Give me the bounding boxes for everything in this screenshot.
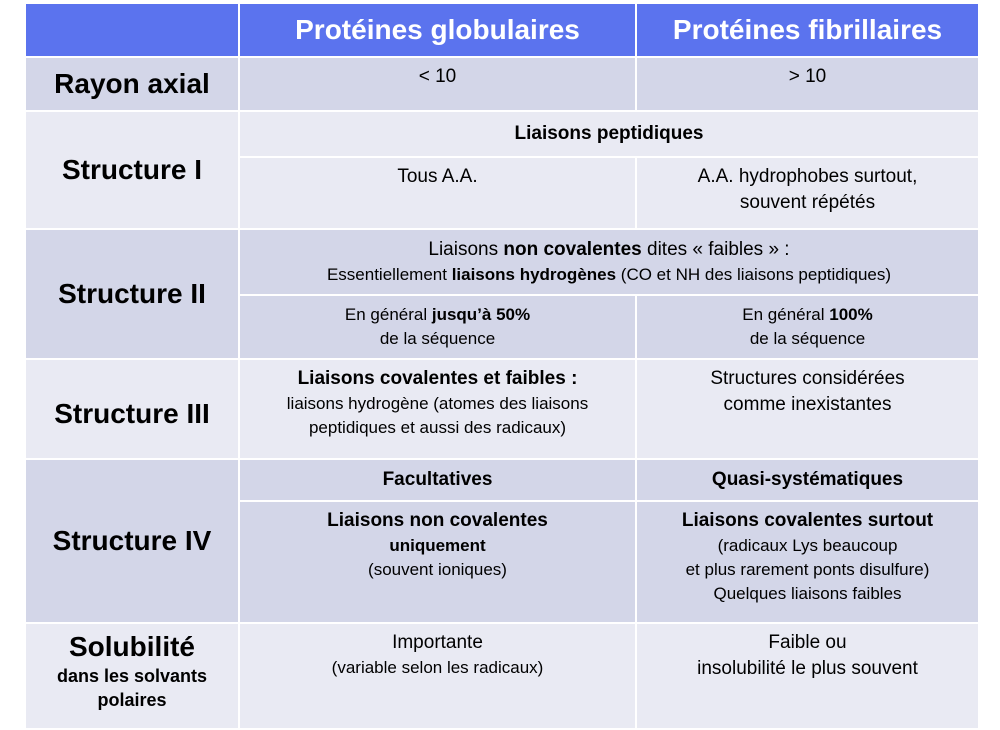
s3-glob-line2: liaisons hydrogène (atomes des liaisons (286, 394, 589, 413)
cell-s4-fibrillar: Liaisons covalentes surtout (radicaux Lys beaucoup et plus rarement ponts disulfure) Quelques liaisons faibles (636, 501, 979, 623)
cell-rayon-globular: < 10 (239, 57, 636, 111)
cell-s1-globular: Tous A.A. (239, 157, 636, 229)
cell-s2-span (239, 229, 979, 295)
row-rayon-axial (25, 57, 979, 111)
cell-sol-globular: Importante (variable selon les radicaux) (239, 623, 636, 729)
s1-fib-line2: souvent répétés (739, 192, 876, 213)
row-label-structure-4: Structure IV (25, 459, 239, 623)
cell-s1-span: Liaisons peptidiques (239, 111, 979, 157)
header-corner-cell (25, 3, 239, 57)
header-globular: Protéines globulaires (239, 3, 636, 57)
cell-s1-fibrillar (636, 157, 979, 229)
cell-s4-globular: Liaisons non covalentes uniquement (souvent ioniques) (239, 501, 636, 623)
cell-rayon-fibrillar: > 10 (636, 57, 979, 111)
cell-s4-glob-head: Facultatives (239, 459, 636, 501)
cell-s2-fibrillar: En général 100% de la séquence (636, 295, 979, 359)
s3-glob-line3: peptidiques et aussi des radicaux) (308, 418, 567, 437)
header-row (25, 3, 979, 57)
comparison-table (24, 2, 980, 730)
row-structure-2-span (25, 229, 979, 295)
s3-glob-title: Liaisons covalentes et faibles : (297, 368, 578, 389)
s2-span-line1: Liaisons non covalentes dites « faibles » : (428, 239, 790, 260)
row-solubilite (25, 623, 979, 729)
cell-sol-fibrillar: Faible ou insolubilité le plus souvent (636, 623, 979, 729)
s2-span-line2: Essentiellement liaisons hydrogènes (CO et NH des liaisons peptidiques) (326, 265, 892, 284)
row-structure-1-span (25, 111, 979, 157)
cell-s2-globular: En général jusqu’à 50% de la séquence (239, 295, 636, 359)
s1-fib-line1: A.A. hydrophobes surtout, (697, 166, 918, 187)
row-structure-4-head (25, 459, 979, 501)
cell-s4-fib-head: Quasi-systématiques (636, 459, 979, 501)
row-structure-3 (25, 359, 979, 459)
row-label-solubilite: Solubilité dans les solvants polaires (25, 623, 239, 729)
cell-s3-fibrillar: Structures considérées comme inexistantes (636, 359, 979, 459)
row-label-rayon: Rayon axial (25, 57, 239, 111)
cell-s3-globular (239, 359, 636, 459)
row-label-structure-1: Structure I (25, 111, 239, 229)
row-label-structure-2: Structure II (25, 229, 239, 359)
header-fibrillar: Protéines fibrillaires (636, 3, 979, 57)
row-label-structure-3: Structure III (25, 359, 239, 459)
